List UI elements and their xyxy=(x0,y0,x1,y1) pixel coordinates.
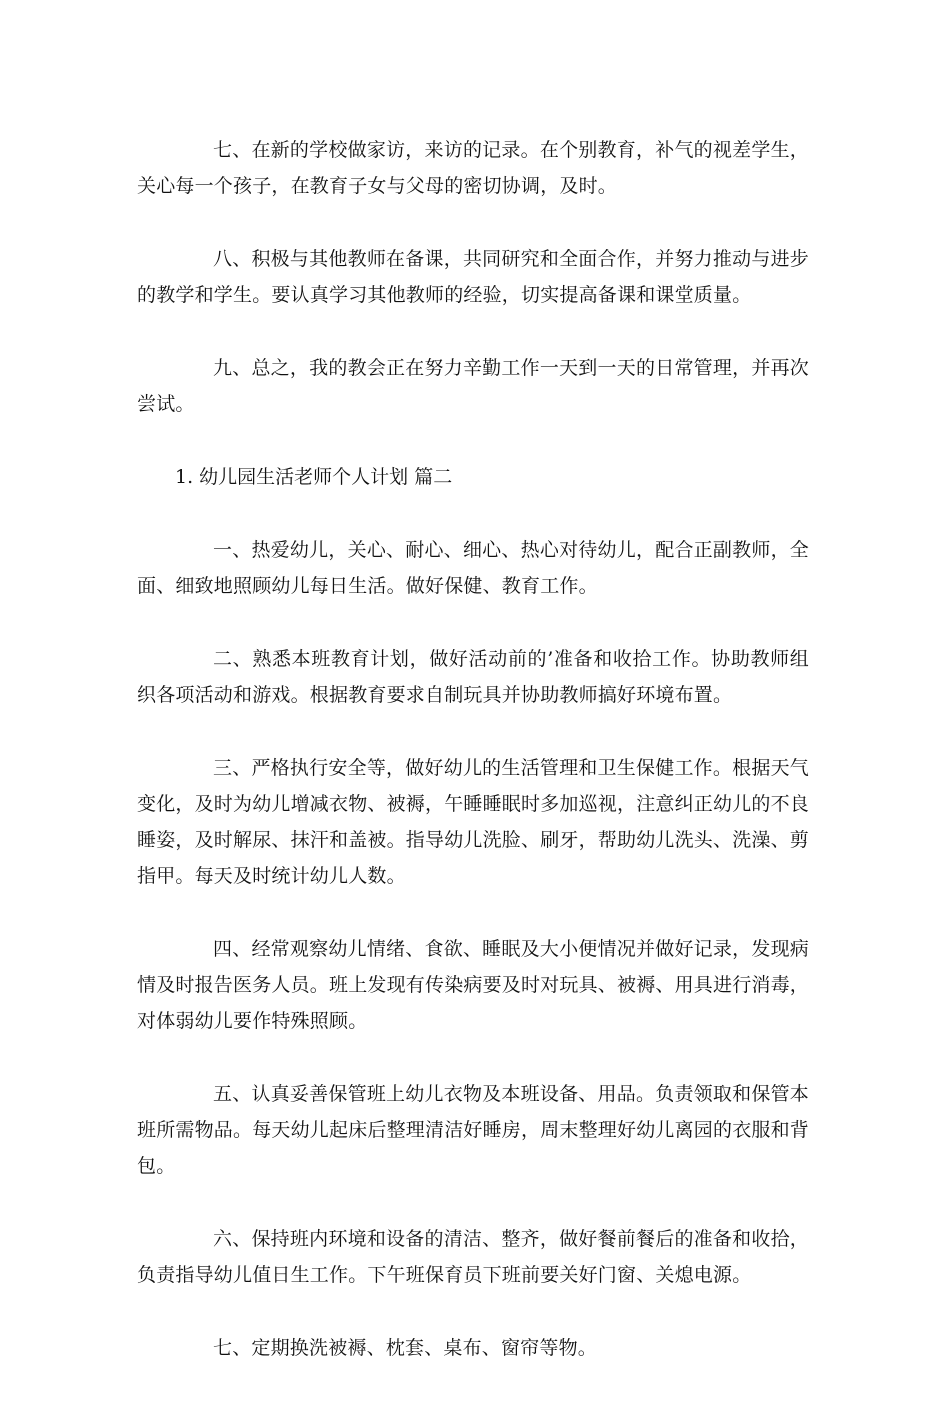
paragraph-item-4: 四、经常观察幼儿情绪、食欲、睡眠及大小便情况并做好记录，发现病情及时报告医务人员。班上发现有传染病要及时对玩具、被褥、用具进行消毒，对体弱幼儿要作特殊照顾。 xyxy=(137,938,810,1032)
paragraph-item-6: 六、保持班内环境和设备的清洁、整齐，做好餐前餐后的准备和收拾，负责指导幼儿值日生工作。下午班保育员下班前要关好门窗、关熄电源。 xyxy=(137,1228,809,1286)
paragraph-item-5: 五、认真妥善保管班上幼儿衣物及本班设备、用品。负责领取和保管本班所需物品。每天幼儿起床后整理清洁好睡房，周末整理好幼儿离园的衣服和背包。 xyxy=(137,1083,810,1177)
paragraph-item-2: 二、熟悉本班教育计划，做好活动前的’准备和收拾工作。协助教师组织各项活动和游戏。根据教育要求自制玩具并协助教师搞好环境布置。 xyxy=(137,648,809,706)
paragraph-item-7-bottom: 七、定期换洗被褥、枕套、桌布、窗帘等物。 xyxy=(213,1337,598,1359)
paragraph-item-1: 一、热爱幼儿，关心、耐心、细心、热心对待幼儿，配合正副教师，全面、细致地照顾幼儿每日生活。做好保健、教育工作。 xyxy=(137,539,809,597)
paragraph-item-8: 八、积极与其他教师在备课，共同研究和全面合作，并努力推动与进步的教学和学生。要认真学习其他教师的经验，切实提高备课和课堂质量。 xyxy=(137,248,809,306)
document-page xyxy=(137,132,809,1403)
section-heading: 1. 幼儿园生活老师个人计划 篇二 xyxy=(175,466,453,488)
paragraph-item-7: 七、在新的学校做家访，来访的记录。在个别教育，补气的视差学生，关心每一个孩子，在教育子女与父母的密切协调，及时。 xyxy=(137,139,809,197)
paragraph-item-9: 九、总之，我的教会正在努力辛勤工作一天到一天的日常管理，并再次尝试。 xyxy=(137,357,809,415)
paragraph-item-3: 三、严格执行安全等，做好幼儿的生活管理和卫生保健工作。根据天气变化，及时为幼儿增减衣物、被褥，午睡睡眠时多加巡视，注意纠正幼儿的不良睡姿，及时解尿、抹汗和盖被。指导幼儿洗脸、刷牙，帮助幼儿洗头、洗澡、剪指甲。每天及时统计幼儿人数。 xyxy=(137,757,810,887)
